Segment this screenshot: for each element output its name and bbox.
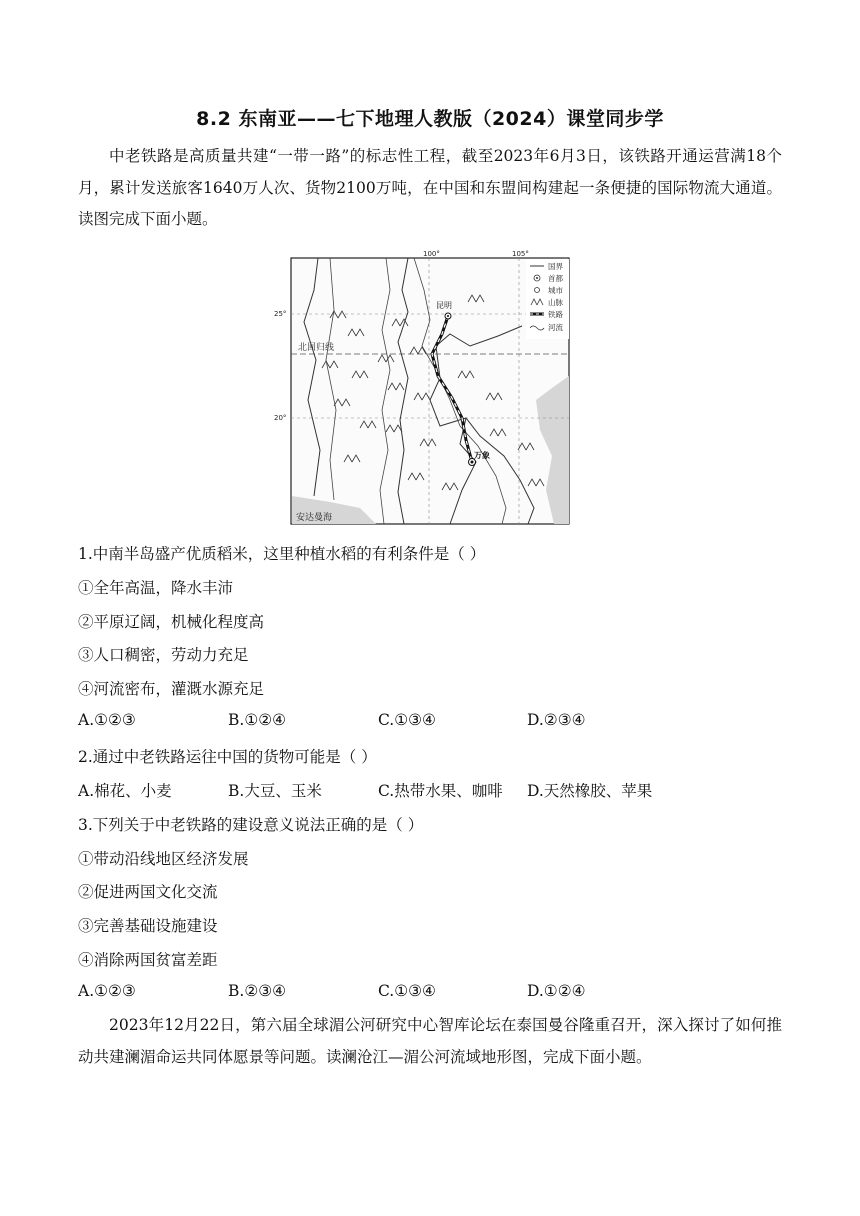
q1-stem: 1.中南半岛盛产优质稻米，这里种植水稻的有利条件是（ ） <box>78 545 486 563</box>
sea-label: 安达曼海 <box>296 513 333 523</box>
map-figure <box>274 250 572 526</box>
indochina-map <box>274 250 572 526</box>
q3-item-3: ③完善基础设施建设 <box>78 917 218 935</box>
q1-item-4: ④河流密布，灌溉水源充足 <box>78 680 265 698</box>
lat-label-20: 20° <box>274 414 287 422</box>
legend-railway: 铁路 <box>548 310 563 319</box>
q2-option-b[interactable]: B.大豆、玉米 <box>228 782 322 800</box>
vientiane-label: 万象 <box>474 451 490 460</box>
intro-paragraph-1: 中老铁路是高质量共建“一带一路”的标志性工程，截至2023年6月3日，该铁路开通运营满18个月，累计发送旅客1640万人次、货物2100万吨，在中国和东盟间构建起一条便捷的国际物流大通道。读图完成下面小题。 <box>78 147 782 228</box>
vientiane-dot <box>471 461 474 464</box>
q3-item-2: ②促进两国文化交流 <box>78 883 218 901</box>
lon-label-100: 100° <box>423 250 440 258</box>
q3-item-1: ①带动沿线地区经济发展 <box>78 850 249 868</box>
q1-option-c[interactable]: C.①③④ <box>378 711 436 729</box>
q1-item-2: ②平原辽阔，机械化程度高 <box>78 613 265 631</box>
intro-paragraph-2: 2023年12月22日，第六届全球湄公河研究中心智库论坛在泰国曼谷隆重召开，深入探讨了如何推动共建澜湄命运共同体愿景等问题。读澜沧江—湄公河流域地形图，完成下面小题。 <box>78 1016 782 1066</box>
legend-capital: 首都 <box>548 274 563 283</box>
kunming-dot <box>447 315 449 317</box>
legend-river: 河流 <box>548 323 563 332</box>
tropic-label: 北回归线 <box>298 343 335 353</box>
legend-border: 国界 <box>548 262 563 271</box>
q1-item-3: ③人口稠密，劳动力充足 <box>78 646 249 664</box>
kunming-label: 昆明 <box>436 301 452 310</box>
page-title: 8.2 东南亚——七下地理人教版（2024）课堂同步学 <box>196 108 664 130</box>
q2-option-d[interactable]: D.天然橡胶、苹果 <box>527 782 653 800</box>
q2-stem: 2.通过中老铁路运往中国的货物可能是（ ） <box>78 748 377 766</box>
lat-label-25: 25° <box>274 310 287 318</box>
legend-city: 城市 <box>548 286 563 295</box>
q3-stem: 3.下列关于中老铁路的建设意义说法正确的是（ ） <box>78 816 424 834</box>
map-legend <box>526 259 569 339</box>
q2-option-a[interactable]: A.棉花、小麦 <box>78 782 172 800</box>
q3-item-4: ④消除两国贫富差距 <box>78 951 218 969</box>
legend-mountain: 山脉 <box>548 298 563 307</box>
q3-option-a[interactable]: A.①②③ <box>78 982 136 1000</box>
q3-option-c[interactable]: C.①③④ <box>378 982 436 1000</box>
lon-label-105: 105° <box>512 250 529 258</box>
q3-option-d[interactable]: D.①②④ <box>527 982 586 1000</box>
q1-option-a[interactable]: A.①②③ <box>78 711 136 729</box>
q1-item-1: ①全年高温，降水丰沛 <box>78 579 234 597</box>
q1-option-b[interactable]: B.①②④ <box>228 711 287 729</box>
q3-option-b[interactable]: B.②③④ <box>228 982 287 1000</box>
q1-option-d[interactable]: D.②③④ <box>527 711 586 729</box>
q2-option-c[interactable]: C.热带水果、咖啡 <box>378 782 503 800</box>
